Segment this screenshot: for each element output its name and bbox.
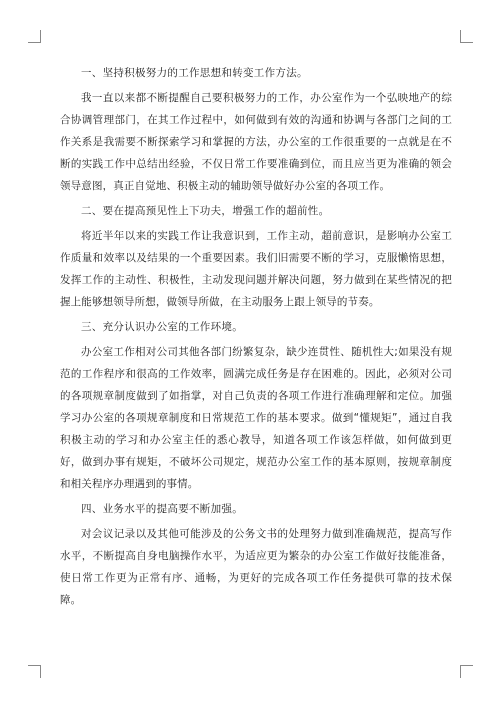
crop-mark-bottom-left bbox=[28, 665, 41, 678]
section-2-paragraph: 将近半年以来的实践工作让我意识到，工作主动，超前意识，是影响办公室工作质量和效率以及结果的一个重要因素。我们旧需要不断的学习，克服懒惰思想，发挥工作的主动性、积极性，主动发现问题并解决问题，努力做到在某些情况的把握上能够想领导所想，做领导所做，在主动服务上跟上领导的节奏。 bbox=[60, 230, 452, 308]
crop-mark-bottom-right bbox=[460, 665, 473, 678]
section-1-heading: 一、坚持积极努力的工作思想和转变工作方法。 bbox=[81, 67, 308, 79]
section-4-paragraph: 对会议记录以及其他可能涉及的公务文书的处理努力做到准确规范，提高写作水平，不断提高自身电脑操作水平，为适应更为繁杂的办公室工作做好技能准备，使日常工作更为正常有序、通畅，为更好的完成各项工作任务提供可靠的技术保障。 bbox=[60, 528, 452, 606]
crop-mark-top-right bbox=[460, 30, 473, 43]
crop-mark-top-left bbox=[28, 30, 41, 43]
document-body bbox=[60, 62, 452, 614]
section-3-heading: 三、充分认识办公室的工作环境。 bbox=[81, 321, 243, 333]
section-3-paragraph: 办公室工作相对公司其他各部门纷繁复杂，缺少连贯性、随机性大;如果没有规范的工作程序和很高的工作效率，圆满完成任务是存在困难的。因此，必须对公司的各项规章制度做到了如指掌，对自己负责的各项工作进行准确理解和定位。加强学习办公室的各项规章制度和日常规范工作的基本要求。做到“懂规矩”，通过自我积极主动的学习和办公室主任的悉心教导，知道各项工作该怎样做，如何做到更好，做到办事有规矩，不破坏公司规定，规范办公室工作的基本原则，按规章制度和相关程序办理遇到的事情。 bbox=[60, 346, 452, 490]
section-1-paragraph: 我一直以来都不断提醒自己要积极努力的工作，办公室作为一个弘映地产的综合协调管理部门，在其工作过程中，如何做到有效的沟通和协调与各部门之间的工作关系是我需要不断探索学习和掌握的方法，办公室的工作很重要的一点就是在不断的实践工作中总结出经验，不仅日常工作要准确到位，而且应当更为准确的领会领导意图，真正自觉地、积极主动的辅助领导做好办公室的各项工作。 bbox=[60, 92, 452, 192]
section-4-heading: 四、业务水平的提高要不断加强。 bbox=[81, 503, 243, 515]
section-2-heading: 二、要在提高预见性上下功夫，增强工作的超前性。 bbox=[81, 205, 330, 217]
